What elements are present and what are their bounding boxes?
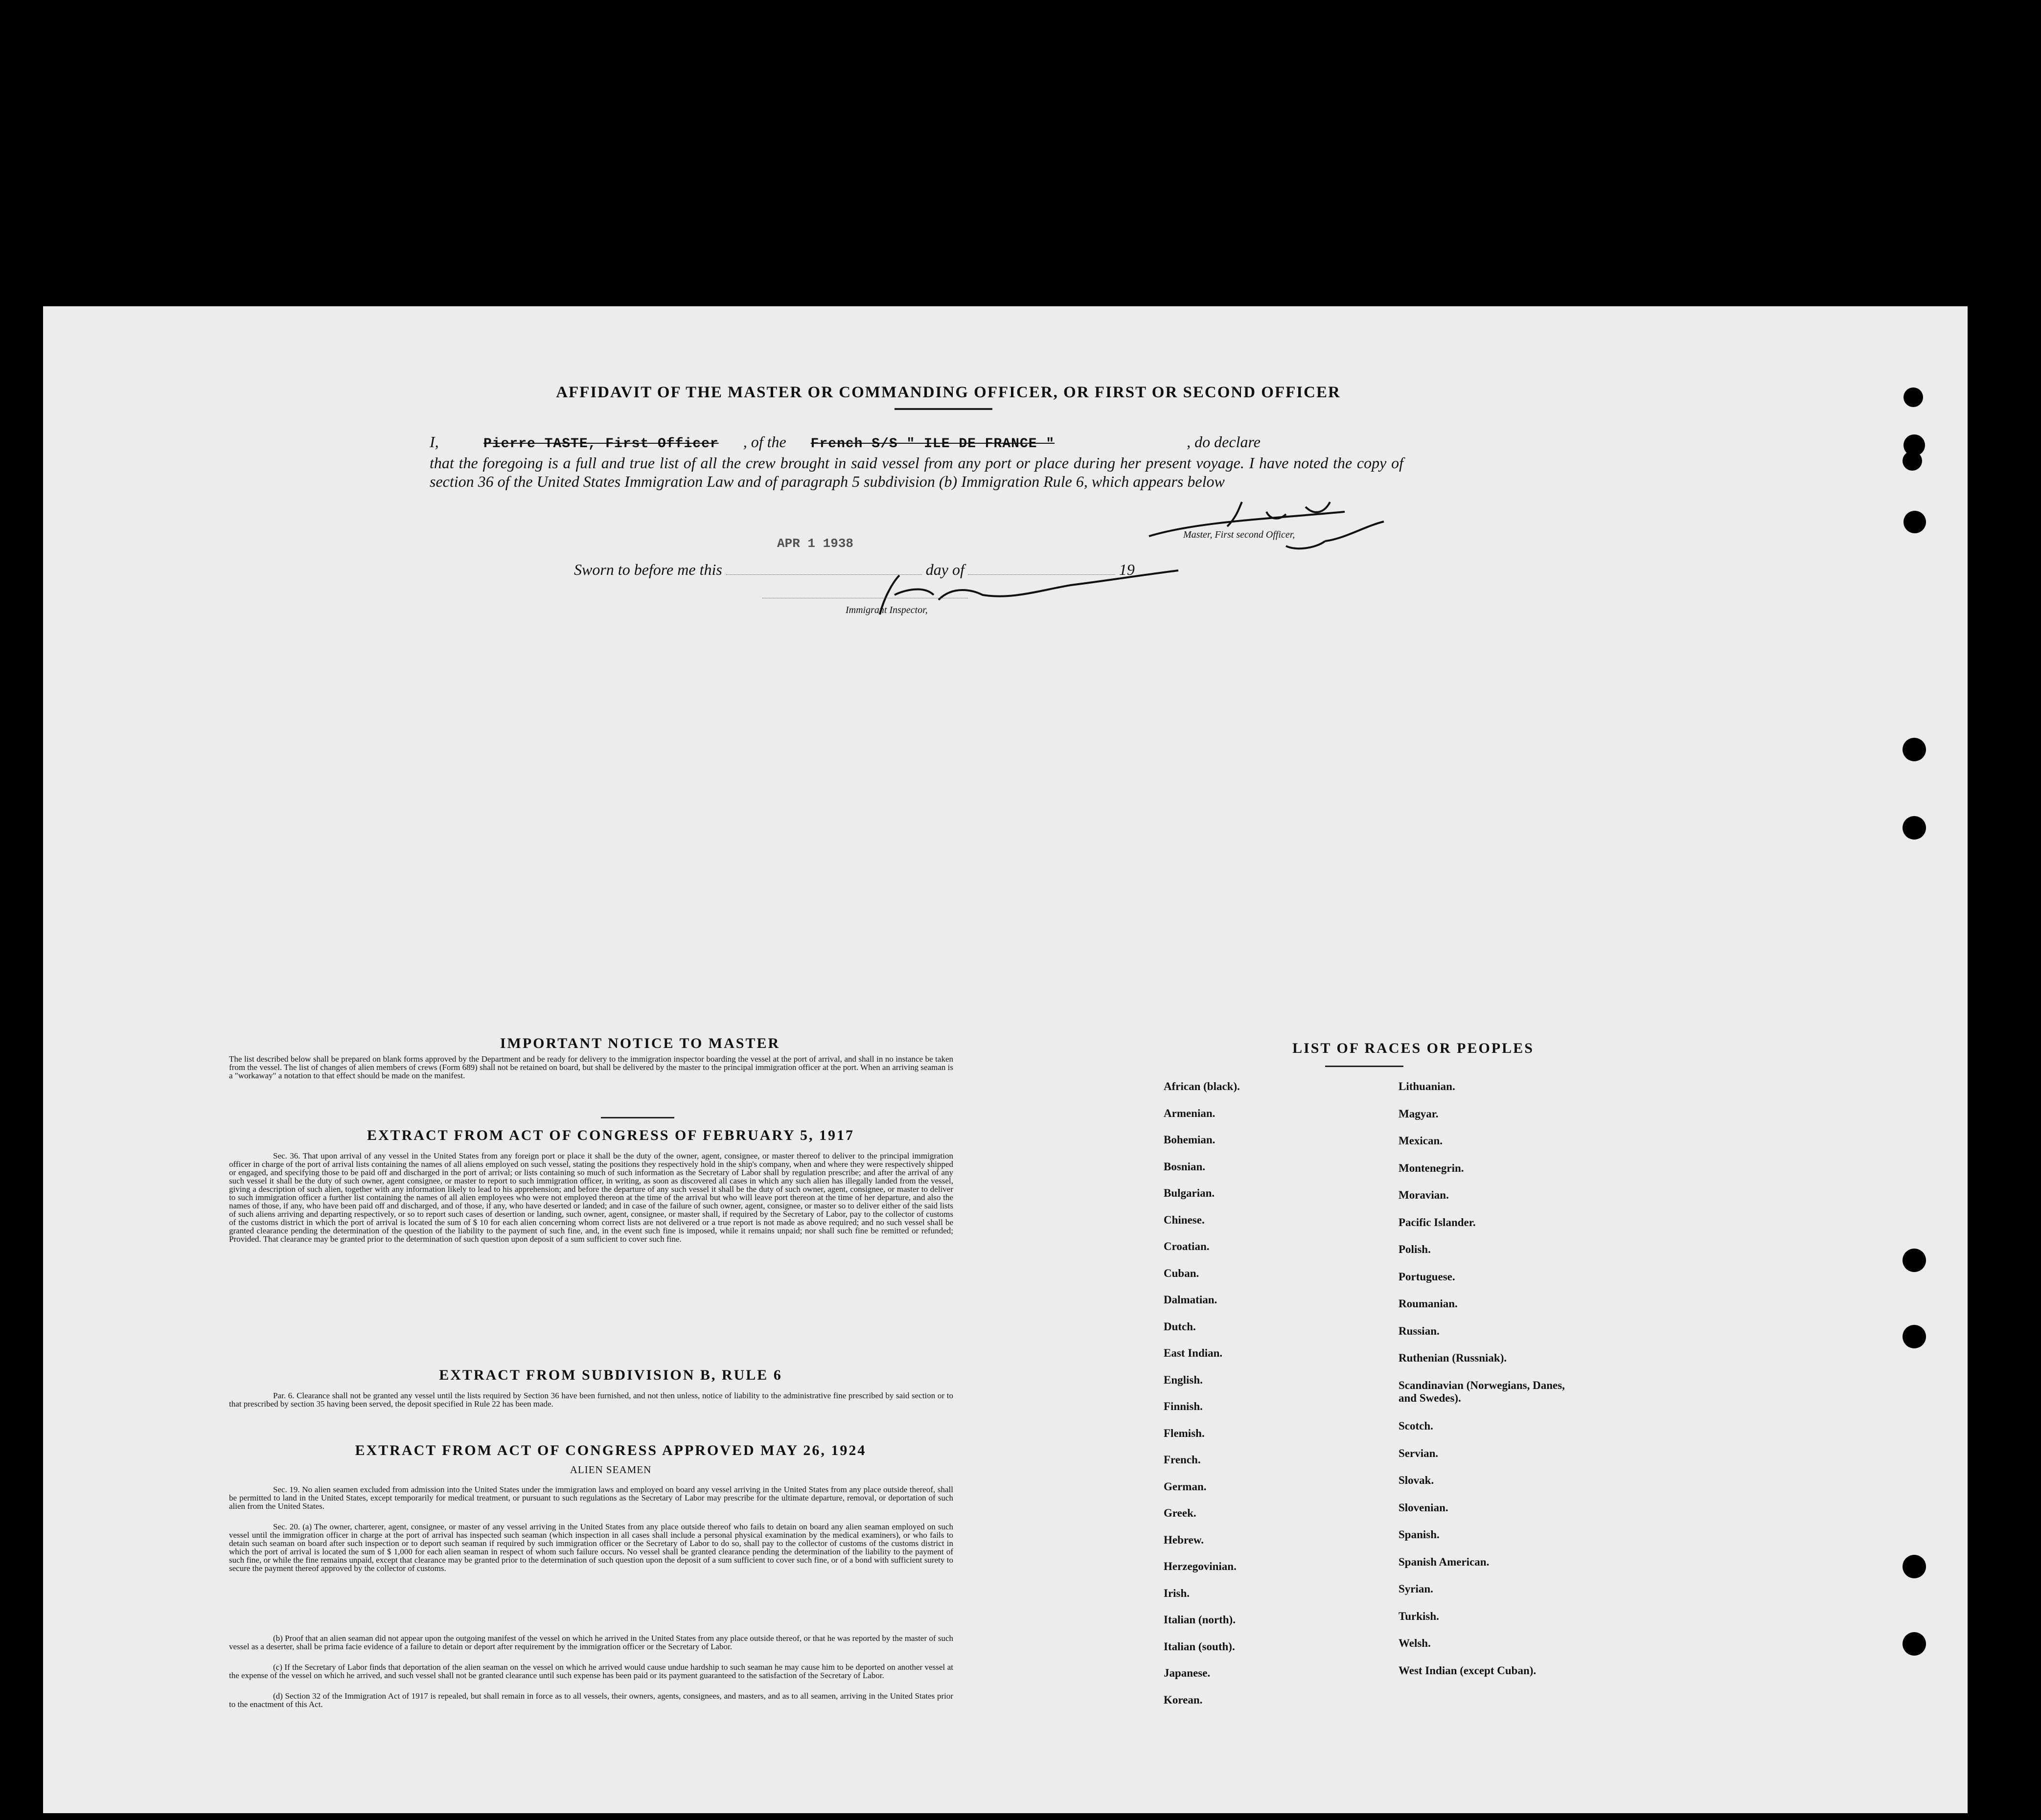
race-item: Bohemian. <box>1164 1134 1215 1146</box>
race-item: Lithuanian. <box>1399 1080 1455 1092</box>
act-1924-sec20b: (b) Proof that an alien seaman did not appear upon the outgoing manifest of the vessel on which he arrived in the United States from any place outside thereof, or that he was reported by the master of such vessel as a deserter, shall be prima facie evidence of a failure to detain or deport after requirement by the immigration officer or the Secretary of Labor. <box>229 1634 953 1651</box>
race-item: German. <box>1164 1480 1207 1493</box>
rule6-title: EXTRACT FROM SUBDIVISION B, RULE 6 <box>439 1367 782 1383</box>
punch-hole <box>1903 1325 1926 1348</box>
day-of-label: day of <box>925 561 964 578</box>
year-label: 19 <box>1119 561 1135 578</box>
declaration-i: I, <box>430 433 439 451</box>
race-item: Portuguese. <box>1399 1270 1455 1283</box>
races-title: LIST OF RACES OR PEOPLES <box>1292 1040 1534 1056</box>
race-item: Cuban. <box>1164 1267 1199 1279</box>
notice-rule <box>601 1117 674 1118</box>
do-declare-label: , do declare <box>1187 433 1261 451</box>
race-item: Flemish. <box>1164 1427 1205 1439</box>
race-item: Italian (south). <box>1164 1640 1235 1653</box>
rule6-body: Par. 6. Clearance shall not be granted any vessel until the lists required by Section 36 have been furnished, and not then unless, notice of liability to the administrative fine prescribed by said section or to that prescribed by section 35 having been served, the deposit specified in Rule 22 has been made. <box>229 1391 953 1409</box>
race-item: Scandinavian (Norwegians, Danes, and Swedes). <box>1399 1379 1565 1404</box>
act-1924-title: EXTRACT FROM ACT OF CONGRESS APPROVED MAY 26, 1924 <box>355 1442 867 1458</box>
race-item: Italian (north). <box>1164 1614 1236 1626</box>
race-item: Greek. <box>1164 1507 1196 1519</box>
race-item: Spanish. <box>1399 1528 1440 1541</box>
inspector-label: Immigrant Inspector, <box>846 605 928 615</box>
race-item: Croatian. <box>1164 1240 1210 1252</box>
of-the-label: , of the <box>743 433 786 451</box>
race-item: Dalmatian. <box>1164 1294 1217 1306</box>
race-item: Servian. <box>1399 1447 1439 1459</box>
race-item: East Indian. <box>1164 1347 1223 1359</box>
punch-hole <box>1903 1249 1926 1272</box>
extract-1917-body: Sec. 36. That upon arrival of any vessel in the United States from any foreign port or place it shall be the duty of the owner, agent, consignee, or master thereof to deliver to the principal immigration officer in charge of the port of arrival lists containing the names of all aliens employed on such vessel, stating the positions they respectively hold in the ship's company, when and where they were respectively shipped or engaged, and specifying those to be paid off and discharged in the port of arrival; or lists containing so much of such information as the Secretary of Labor shall by regulation prescribe; and after the arrival of any such vessel it shall be the duty of such owner, agent consignee, or master to report to such immigration officer, in writing, as soon as discovered all cases in which any such alien has illegally landed from the vessel, giving a description of such alien, together with any information likely to lead to his apprehension; and before the departure of any such vessel it shall be the duty of such owner, agent, consignee, or master to deliver to such immigration officer a further list containing the names of all alien employees who were not employed thereon at the time of the arrival but who will leave port thereon at the time of her departure, and also the names of those, if any, who have been paid off and discharged, and of those, if any, who have deserted or landed; and in case of the failure of such owner, agent, consignee, or master so to deliver either of the said lists of such aliens arriving and departing respectively, or so to report such cases of desertion or landing, such owner, agent, consignee, or master shall, if required by the Secretary of Labor, pay to the collector of customs of the customs district in which the port of arrival is located the sum of $ 10 for each alien concerning whom correct lists are not delivered or a true report is not made as above required; and no such vessel shall be granted clearance pending the determination of the question of the liability to the payment of such fine, and, in the event such fine is imposed, while it remains unpaid; nor shall such fine be remitted or refunded; Provided. That clearance may be granted prior to the determination of such question upon deposit of a sum sufficient to cover such fine. <box>229 1151 953 1244</box>
race-item: Roumanian. <box>1399 1297 1458 1310</box>
punch-hole <box>1903 738 1926 761</box>
race-item: Hebrew. <box>1164 1533 1204 1546</box>
notice-title: IMPORTANT NOTICE TO MASTER <box>500 1035 780 1051</box>
race-item: Japanese. <box>1164 1667 1211 1679</box>
races-rule <box>1325 1066 1403 1067</box>
sworn-prefix: Sworn to before me this <box>574 561 722 578</box>
title-rule <box>894 408 992 410</box>
race-item: Dutch. <box>1164 1320 1196 1333</box>
act-1924-sec19: Sec. 19. No alien seamen excluded from admission into the United States under the immigration laws and employed on board any vessel arriving in the United States from any place outside thereof, shall be permitted to land in the United States, except temporarily for medical treatment, or pursuant to such regulations as the Secretary of Labor may prescribe for the ultimate departure, removal, or deportation of such alien from the United States. <box>229 1485 953 1511</box>
race-item: Pacific Islander. <box>1399 1216 1476 1228</box>
punch-hole <box>1903 451 1922 471</box>
officer-signature <box>1139 492 1394 561</box>
race-item: Turkish. <box>1399 1610 1439 1622</box>
race-item: Ruthenian (Russniak). <box>1399 1352 1507 1364</box>
document-page <box>43 306 1968 1813</box>
notice-body: The list described below shall be prepared on blank forms approved by the Department and be ready for delivery to the immigration inspector boarding the vessel at the port of arrival, and shall in no instance be taken from the vessel. The list of changes of alien members of crews (Form 689) shall not be retained on board, but shall be delivered by the master to the principal immigration officer at the port. When an arriving seaman is a "workaway" a notation to that effect should be made on the manifest. <box>229 1054 953 1080</box>
race-item: Bosnian. <box>1164 1160 1206 1173</box>
race-item: Moravian. <box>1399 1189 1449 1201</box>
race-item: Finnish. <box>1164 1400 1203 1412</box>
act-1924-subtitle: ALIEN SEAMEN <box>570 1464 652 1476</box>
affidavit-title: AFFIDAVIT OF THE MASTER OR COMMANDING OFFICER, OR FIRST OR SECOND OFFICER <box>556 384 1341 401</box>
punch-hole <box>1903 1632 1926 1656</box>
officer-title: Master, First second Officer, <box>1183 529 1295 540</box>
race-item: Slovenian. <box>1399 1501 1448 1514</box>
race-item: African (black). <box>1164 1080 1240 1092</box>
race-item: Scotch. <box>1399 1420 1433 1432</box>
punch-hole <box>1903 387 1923 407</box>
race-item: Spanish American. <box>1399 1555 1490 1568</box>
act-1924-sec20a: Sec. 20. (a) The owner, charterer, agent, consignee, or master of any vessel arriving in the United States from any place outside thereof who fails to detain on board any alien seaman employed on such vessel until the immigration officer in charge at the port of arrival has inspected such seaman (which inspection in all cases shall include a personal physical examination by the medical examiners), or who fails to detain such seaman on board after such inspection or to deport such seaman if required by such immigration officer or the Secretary of Labor to do so, shall pay to the collector of customs of the customs district in which the port of arrival is located the sum of $ 1,000 for each alien seaman in respect of whom such failure occurs. No vessel shall be granted clearance pending the determination of the liability to the payment of such fine, or while the fine remains unpaid, except that clearance may be granted prior to the determination of such question upon the deposit of a sum sufficient to cover such fine, or of a bond with sufficient surety to secure the payment thereof approved by the collector of customs. <box>229 1522 953 1573</box>
race-item: Bulgarian. <box>1164 1187 1215 1199</box>
affidavit-declaration <box>430 432 1403 491</box>
race-item: English. <box>1164 1373 1203 1386</box>
race-item: Syrian. <box>1399 1583 1433 1595</box>
date-stamp: APR 1 1938 <box>777 536 854 551</box>
race-item: Montenegrin. <box>1399 1161 1464 1174</box>
declaration-body: that the foregoing is a full and true list of all the crew brought in said vessel from any port or place during her present voyage. I have noted the copy of section 36 of the United States Immigration Law and of paragraph 5 subdivision (b) Immigration Rule 6, which appears below <box>430 454 1403 490</box>
punch-hole <box>1903 511 1926 533</box>
act-1924-sec20c: (c) If the Secretary of Labor finds that deportation of the alien seaman on the vessel on which he arrived would cause undue hardship to such seaman he may cause him to be deported on another vessel at the expense of the vessel on which he arrived, and such vessel shall not be granted clearance until such expense has been paid or its payment guaranteed to the satisfaction of the Secretary of Labor. <box>229 1662 953 1680</box>
race-item: Magyar. <box>1399 1107 1439 1120</box>
race-item: Polish. <box>1399 1243 1431 1255</box>
officer-name: Pierre TASTE, First Officer <box>483 436 719 452</box>
race-item: Armenian. <box>1164 1107 1215 1119</box>
race-item: French. <box>1164 1454 1201 1466</box>
race-item: Mexican. <box>1399 1135 1443 1147</box>
extract-1917-title: EXTRACT FROM ACT OF CONGRESS OF FEBRUARY 5, 1917 <box>367 1127 855 1143</box>
race-item: Herzegovinian. <box>1164 1560 1237 1572</box>
race-item: Irish. <box>1164 1587 1190 1599</box>
race-item: Welsh. <box>1399 1637 1431 1649</box>
punch-hole <box>1903 816 1926 840</box>
race-item: Chinese. <box>1164 1213 1205 1226</box>
race-item: Slovak. <box>1399 1474 1434 1486</box>
vessel-name: French S/S " ILE DE FRANCE " <box>810 436 1055 452</box>
race-item: West Indian (except Cuban). <box>1399 1664 1536 1677</box>
punch-hole <box>1903 1555 1926 1578</box>
act-1924-sec20d: (d) Section 32 of the Immigration Act of 1917 is repealed, but shall remain in force as to all vessels, their owners, agents, consignees, and masters, and as to all seamen, arriving in the United States prior to the enactment of this Act. <box>229 1691 953 1709</box>
race-item: Russian. <box>1399 1324 1440 1337</box>
race-item: Korean. <box>1164 1693 1203 1706</box>
